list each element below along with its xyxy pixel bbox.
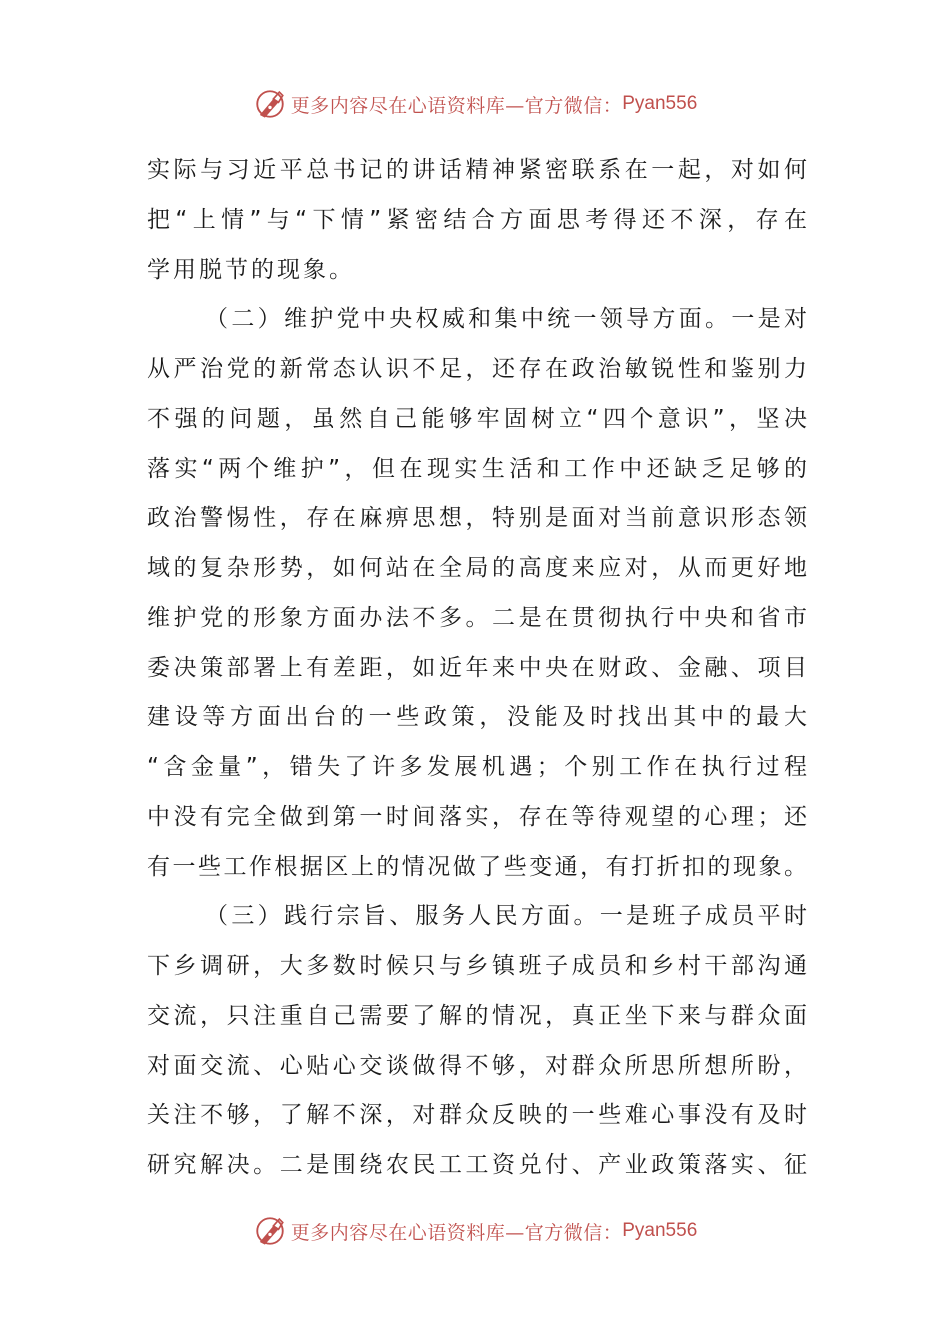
text-line: “含金量”，错失了许多发展机遇；个别工作在执行过程 xyxy=(147,754,807,780)
pen-nib-logo-icon xyxy=(253,87,287,121)
footer-banner xyxy=(0,1211,950,1251)
text-line: 研究解决。二是围绕农民工工资兑付、产业政策落实、征 xyxy=(147,1152,807,1178)
text-line: 不强的问题，虽然自己能够牢固树立“四个意识”，坚决 xyxy=(147,405,807,432)
text-line: （二）维护党中央权威和集中统一领导方面。一是对 xyxy=(205,306,807,333)
text-line: 下乡调研，大多数时候只与乡镇班子成员和乡村干部沟通 xyxy=(147,953,807,979)
text-line: 中没有完全做到第一时间落实，存在等待观望的心理；还 xyxy=(147,803,807,830)
text-line: 对面交流、心贴心交谈做得不够，对群众所思所想所盼， xyxy=(147,1052,807,1079)
pen-nib-logo-icon xyxy=(253,1214,287,1248)
text-line: 学用脱节的现象。 xyxy=(147,256,355,283)
banner-wechat-id: Pyan556 xyxy=(622,93,698,114)
header-banner xyxy=(0,84,950,124)
text-line: 有一些工作根据区上的情况做了些变通，有打折扣的现象。 xyxy=(147,853,807,880)
text-line: （三）践行宗旨、服务人民方面。一是班子成员平时 xyxy=(205,903,807,930)
document-body xyxy=(147,146,807,1191)
banner-text: 更多内容尽在心语资料库—官方微信： xyxy=(290,1221,623,1244)
text-line: 关注不够，了解不深，对群众反映的一些难心事没有及时 xyxy=(147,1102,807,1129)
text-line: 政治警惕性，存在麻痹思想，特别是面对当前意识形态领 xyxy=(147,505,807,532)
text-line: 落实“两个维护”，但在现实生活和工作中还缺乏足够的 xyxy=(147,455,807,482)
text-line: 维护党的形象方面办法不多。二是在贯彻执行中央和省市 xyxy=(147,604,807,631)
text-line: 交流，只注重自己需要了解的情况，真正坐下来与群众面 xyxy=(147,1002,807,1029)
text-line: 实际与习近平总书记的讲话精神紧密联系在一起，对如何 xyxy=(147,157,807,183)
text-line: 把“上情”与“下情”紧密结合方面思考得还不深，存在 xyxy=(147,206,807,233)
text-line: 域的复杂形势，如何站在全局的高度来应对，从而更好地 xyxy=(147,555,807,581)
text-line: 委决策部署上有差距，如近年来中央在财政、金融、项目 xyxy=(147,654,807,681)
banner-text: 更多内容尽在心语资料库—官方微信： xyxy=(290,94,623,117)
banner-wechat-id: Pyan556 xyxy=(622,1220,698,1241)
text-line: 从严治党的新常态认识不足，还存在政治敏锐性和鉴别力 xyxy=(147,356,807,382)
text-line: 建设等方面出台的一些政策，没能及时找出其中的最大 xyxy=(147,704,807,731)
